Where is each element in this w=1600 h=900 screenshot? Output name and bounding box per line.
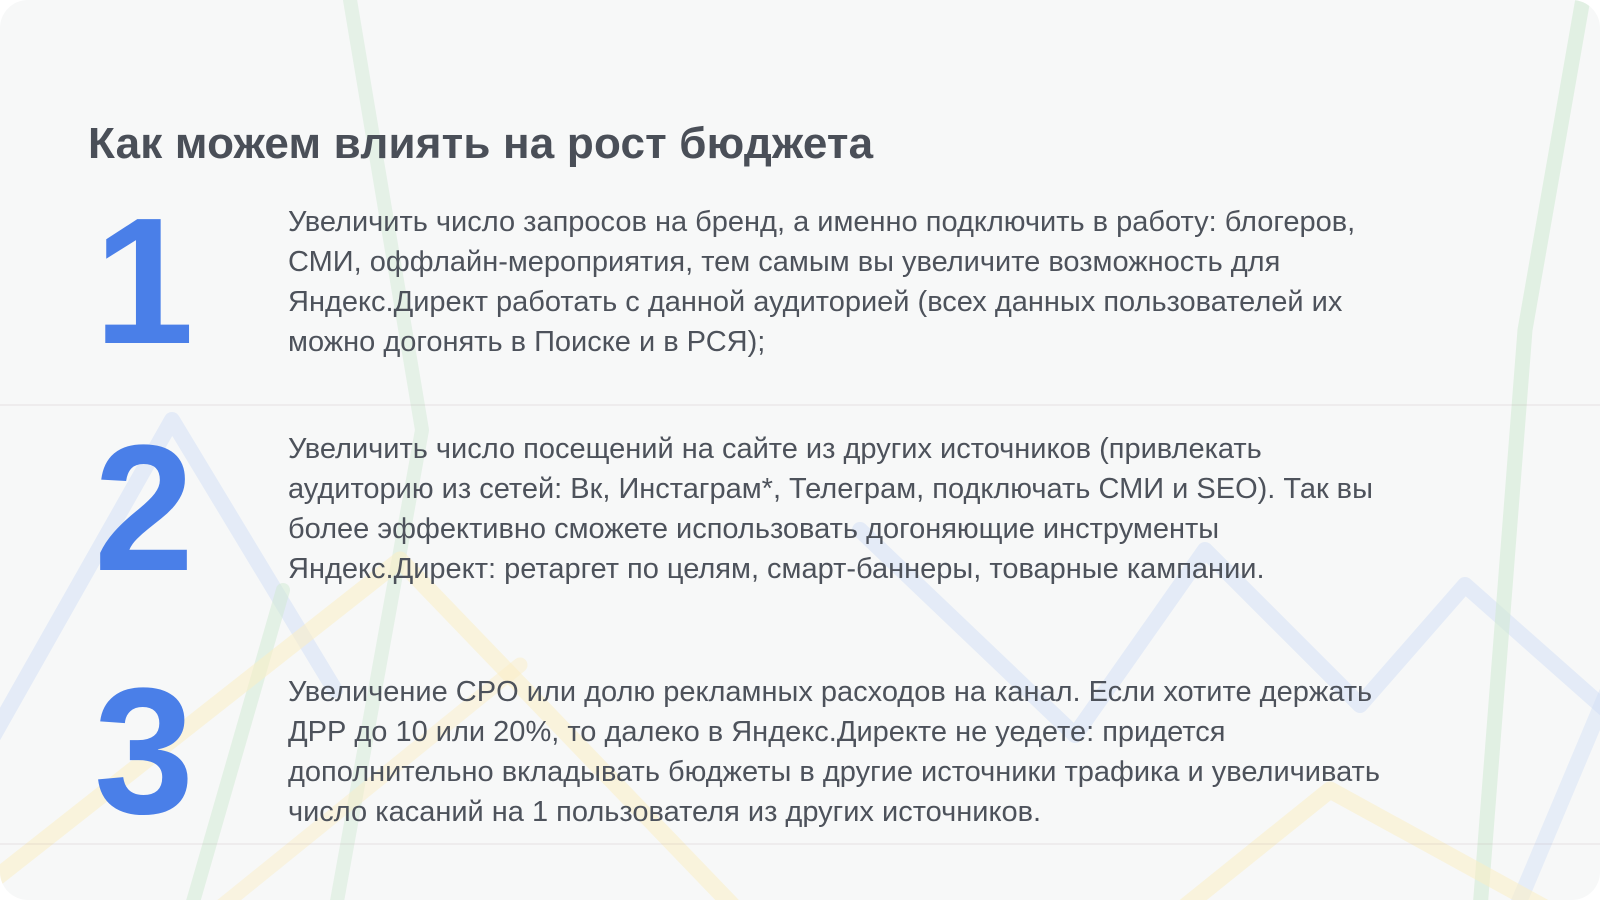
section-divider-top bbox=[0, 404, 1600, 406]
item-number-2: 2 bbox=[93, 408, 195, 609]
item-text-2: Увеличить число посещений на сайте из других источников (привлекать аудиторию из сетей: Вк, Инстаграм*, Телеграм, подключать СМИ и SEO). Так вы более эффективно сможете использовать догоняющие инструменты Яндекс.Директ: ретаргет по целям, смарт-баннеры, товарные кампании. bbox=[288, 433, 1373, 585]
page-title: Как можем влиять на рост бюджета bbox=[88, 119, 874, 169]
list-item-1 bbox=[0, 181, 1600, 382]
list-item-3 bbox=[0, 651, 1600, 852]
item-text-1: Увеличить число запросов на бренд, а именно подключить в работу: блогеров, СМИ, оффлайн-мероприятия, тем самым вы увеличите возможность для Яндекс.Директ работать с данной аудиторией (всех данных пользователей их можно догонять в Поиске и в РСЯ); bbox=[288, 206, 1356, 358]
item-number-3: 3 bbox=[93, 651, 195, 852]
item-number-1: 1 bbox=[93, 181, 195, 382]
list-item-2 bbox=[0, 408, 1600, 609]
item-text-3: Увеличение CPO или долю рекламных расходов на канал. Если хотите держать ДРР до 10 или 20%, то далеко в Яндекс.Директе не уедете: придется дополнительно вкладывать бюджеты в другие источники трафика и увеличивать число касаний на 1 пользователя из других источников. bbox=[288, 676, 1380, 828]
section-divider-bottom bbox=[0, 843, 1600, 845]
